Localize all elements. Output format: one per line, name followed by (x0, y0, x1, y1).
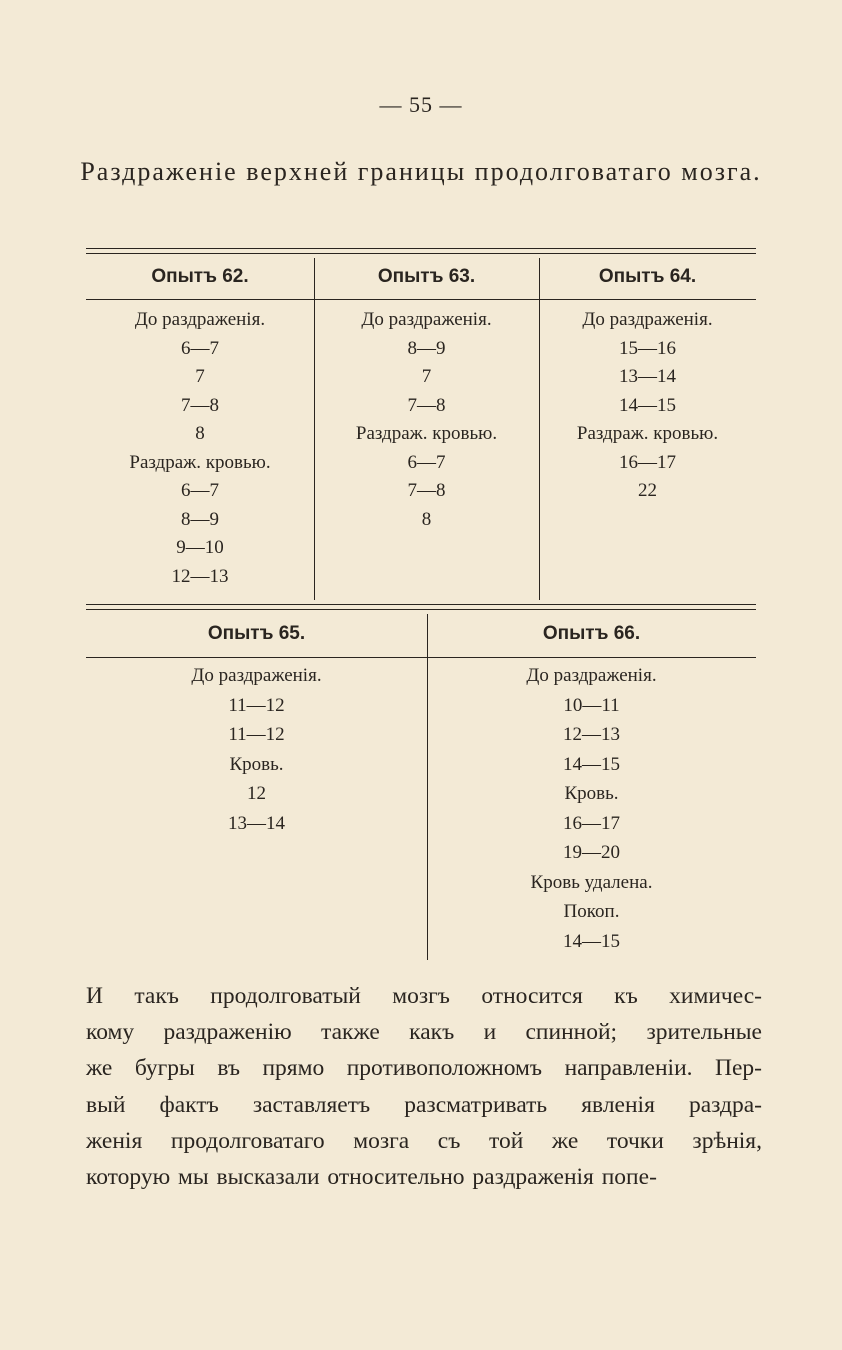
table-cell: Кровь удалена. (530, 871, 653, 893)
table-cell: 12 (247, 783, 266, 804)
column-header: Опытъ 64. (598, 266, 697, 287)
table-cell: 8—9 (407, 337, 446, 359)
table-cell: До раздраженія. (191, 665, 322, 686)
column-header: Опытъ 63. (377, 266, 476, 287)
paragraph-line: кому раздраженію также какъ и спинной; зрительные (86, 1019, 762, 1046)
table2-top-rule-2 (86, 609, 756, 610)
section-title: Раздраженіе верхней границы продолговатаго мозга. (80, 157, 762, 186)
table-cell: 7—8 (407, 394, 446, 416)
experiment-63-column (314, 262, 539, 534)
experiment-65-column (86, 619, 427, 838)
paragraph-line: же бугры въ прямо противоположномъ направленіи. Пер- (86, 1055, 762, 1082)
table1-top-rule-2 (86, 253, 756, 254)
table-cell: 13—14 (619, 366, 676, 387)
table-cell: 13—14 (228, 812, 285, 834)
experiment-66-column (427, 619, 756, 956)
experiment-64-column (539, 262, 756, 506)
paragraph-line: И такъ продолговатый мозгъ относится къ химичес- (86, 983, 762, 1009)
table-cell: 7—8 (407, 480, 446, 501)
page-number: — 55 — (379, 92, 463, 117)
table-cell: 16—17 (619, 451, 676, 473)
table-cell: 6—7 (181, 337, 219, 359)
table-cell: 12—13 (171, 565, 229, 587)
column-header: Опытъ 65. (207, 623, 306, 644)
table-cell: 10—11 (563, 694, 620, 716)
table-cell: До раздраженія. (582, 309, 713, 330)
table-cell: 6—7 (407, 451, 446, 473)
table-cell: Кровь. (564, 783, 619, 804)
table-cell: 8 (195, 423, 205, 444)
table-cell: 22 (638, 480, 657, 501)
table-cell: 11—12 (228, 724, 285, 745)
table-cell: 7 (421, 366, 432, 387)
table-cell: 7 (195, 366, 205, 387)
column-header: Опытъ 66. (542, 623, 641, 644)
table-cell: Раздраж. кровью. (129, 451, 271, 473)
table-cell: Кровь. (229, 753, 284, 775)
table-cell: Раздраж. кровью. (355, 423, 498, 444)
table-cell: 12—13 (563, 724, 620, 745)
table-cell: 6—7 (181, 480, 219, 501)
table-cell: До раздраженія. (134, 309, 266, 330)
table-cell: 14—15 (619, 394, 676, 416)
table-cell: 19—20 (563, 842, 620, 863)
paragraph-line: женія продолговатаго мозга съ той же точки зрѣнія, (86, 1127, 762, 1154)
paragraph-line: которую мы высказали относительно раздраженія попе- (86, 1164, 657, 1191)
table-cell: 15—16 (619, 337, 676, 359)
table-cell: 9—10 (176, 537, 224, 558)
table-cell: 14—15 (563, 930, 620, 952)
table-cell: 7—8 (181, 394, 219, 416)
table-cell: Покоп. (563, 901, 620, 922)
table-cell: 16—17 (563, 812, 620, 834)
table-cell: 8—9 (181, 508, 219, 530)
table-cell: Раздраж. кровью. (576, 423, 719, 444)
column-header: Опытъ 62. (151, 266, 249, 287)
experiment-62-column (86, 262, 314, 591)
table-cell: До раздраженія. (526, 665, 657, 686)
table-cell: 8 (421, 508, 432, 530)
table-cell: 14—15 (563, 753, 620, 775)
body-paragraph (86, 978, 762, 1195)
table2-top-rule-1 (86, 604, 756, 605)
paragraph-line: вый фактъ заставляетъ разсматривать явленія раздра- (86, 1091, 762, 1118)
table1-top-rule-1 (86, 248, 756, 249)
table-cell: 11—12 (228, 694, 285, 716)
table-cell: До раздраженія. (361, 309, 492, 330)
